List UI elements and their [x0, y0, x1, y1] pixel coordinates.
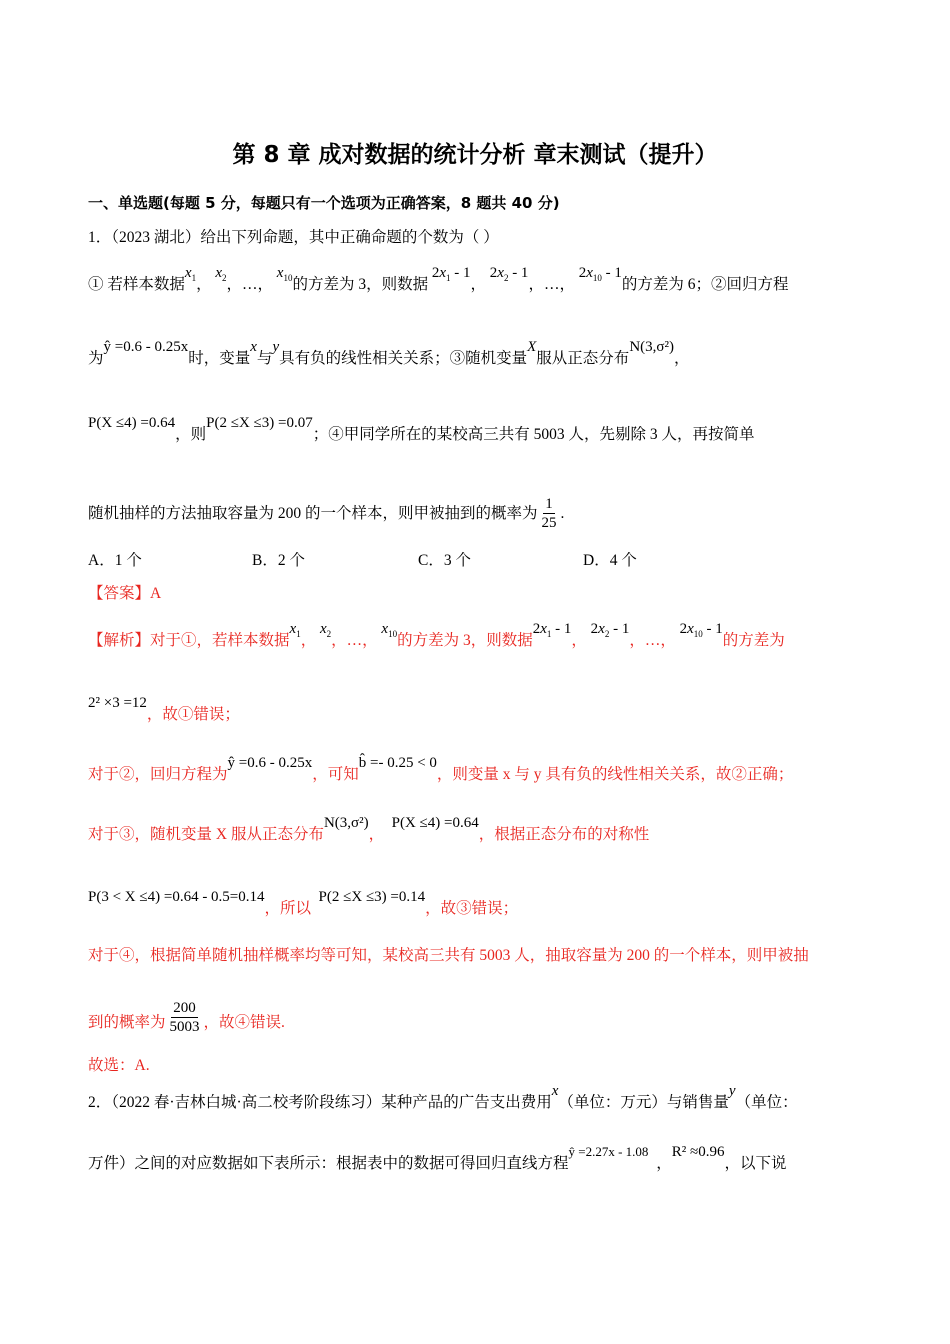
probability-3-4: P(3 < X ≤4) =0.64 - 0.5=0.14 [88, 889, 265, 905]
q1-line3: P(X ≤4) =0.64，则P(2 ≤X ≤3) =0.07；④甲同学所在的某校高三共有 5003 人，先剔除 3 人，再按简单 [88, 424, 860, 446]
probability-le4: P(X ≤4) =0.64 [88, 415, 176, 431]
q1-line4: 随机抽样的方法抽取容量为 200 的一个样本，则甲被抽到的概率为 $\frac{1}{25}$ . [88, 496, 565, 531]
variance-result: 2² ×3 =12 [88, 695, 147, 711]
q1-stem: 1．（2023 湖北）给出下列命题，其中正确命题的个数为（ ） [88, 229, 499, 246]
conclusion: 故选：A. [88, 1057, 150, 1074]
q2-line1: 2．（2022 春·吉林白城·高二校考阶段练习）某种产品的广告支出费用x（单位：万元）与销售量y（单位： [88, 1083, 798, 1111]
probability-2-3: P(2 ≤X ≤3) =0.07 [206, 415, 313, 431]
explanation-line2: 2² ×3 =12，故①错误； [88, 704, 860, 726]
explanation-line4: 对于③，随机变量 X 服从正态分布N(3,σ²)， P(X ≤4) =0.64，根据正态分布的对称性 [88, 815, 650, 843]
regression-equation-2: ŷ =2.27x - 1.08 [568, 1144, 649, 1159]
explanation-line3: 对于②，回归方程为ŷ =0.6 - 0.25x，可知b̂ =- 0.25 < 0，则变量 x 与 y 具有负的线性相关关系，故②正确； [88, 764, 860, 786]
q1-line2: 为ŷ =0.6 - 0.25x时，变量x与y具有负的线性相关关系；③随机变量X服从正态分布N(3,σ²)， [88, 348, 860, 370]
explanation-line7: 到的概率为 $\frac{200}{5003}$ ，故④错误. [88, 1000, 285, 1035]
section-heading: 一、单选题(每题 5 分，每题只有一个选项为正确答案，8 题共 40 分) [88, 194, 560, 212]
explanation-line6: 对于④，根据简单随机抽样概率均等可知，某校高三共有 5003 人，抽取容量为 200 的一个样本，则甲被抽 [88, 947, 809, 964]
fraction-200-5003: $\frac{200}{5003}$ [169, 1000, 200, 1035]
option-a: A．1 个 [88, 552, 142, 569]
answer: 【答案】A [88, 585, 162, 602]
normal-distribution: N(3,σ²) [629, 339, 674, 355]
regression-equation: ŷ =0.6 - 0.25x [103, 339, 189, 355]
option-d: D．4 个 [583, 552, 637, 569]
explanation-line5: P(3 < X ≤4) =0.64 - 0.5=0.14，所以 P(2 ≤X ≤3) =0.14，故③错误； [88, 898, 860, 920]
q1-line1: ① 若样本数据$x_1$， $x_2$，…， $x_{10}$的方差为 3，则数据 $2x_1 - 1$， $2x_2 - 1$，…， $2x_{10} - 1$的方差为 6；②回归方程 [88, 265, 789, 293]
probability-2-3-corrected: P(2 ≤X ≤3) =0.14 [318, 889, 426, 905]
explanation-line1: 【解析】对于①，若样本数据$x_1$， $x_2$，…， $x_{10}$的方差为 3，则数据$2x_1 - 1$， $2x_2 - 1$，…， $2x_{10} - 1$的方差为 [88, 621, 785, 649]
slope-estimate: b̂ =- 0.25 < 0 [358, 755, 437, 771]
page-title: 第 8 章 成对数据的统计分析 章末测试（提升） [232, 142, 718, 168]
option-b: B．2 个 [252, 552, 305, 569]
fraction-1-25: $\frac{1}{25}$ [541, 496, 557, 531]
option-c: C．3 个 [418, 552, 471, 569]
q2-line2: 万件）之间的对应数据如下表所示：根据表中的数据可得回归直线方程ŷ =2.27x - 1.08 ，R² ≈0.96，以下说 [88, 1153, 860, 1175]
r-squared: R² ≈0.96 [671, 1144, 725, 1160]
